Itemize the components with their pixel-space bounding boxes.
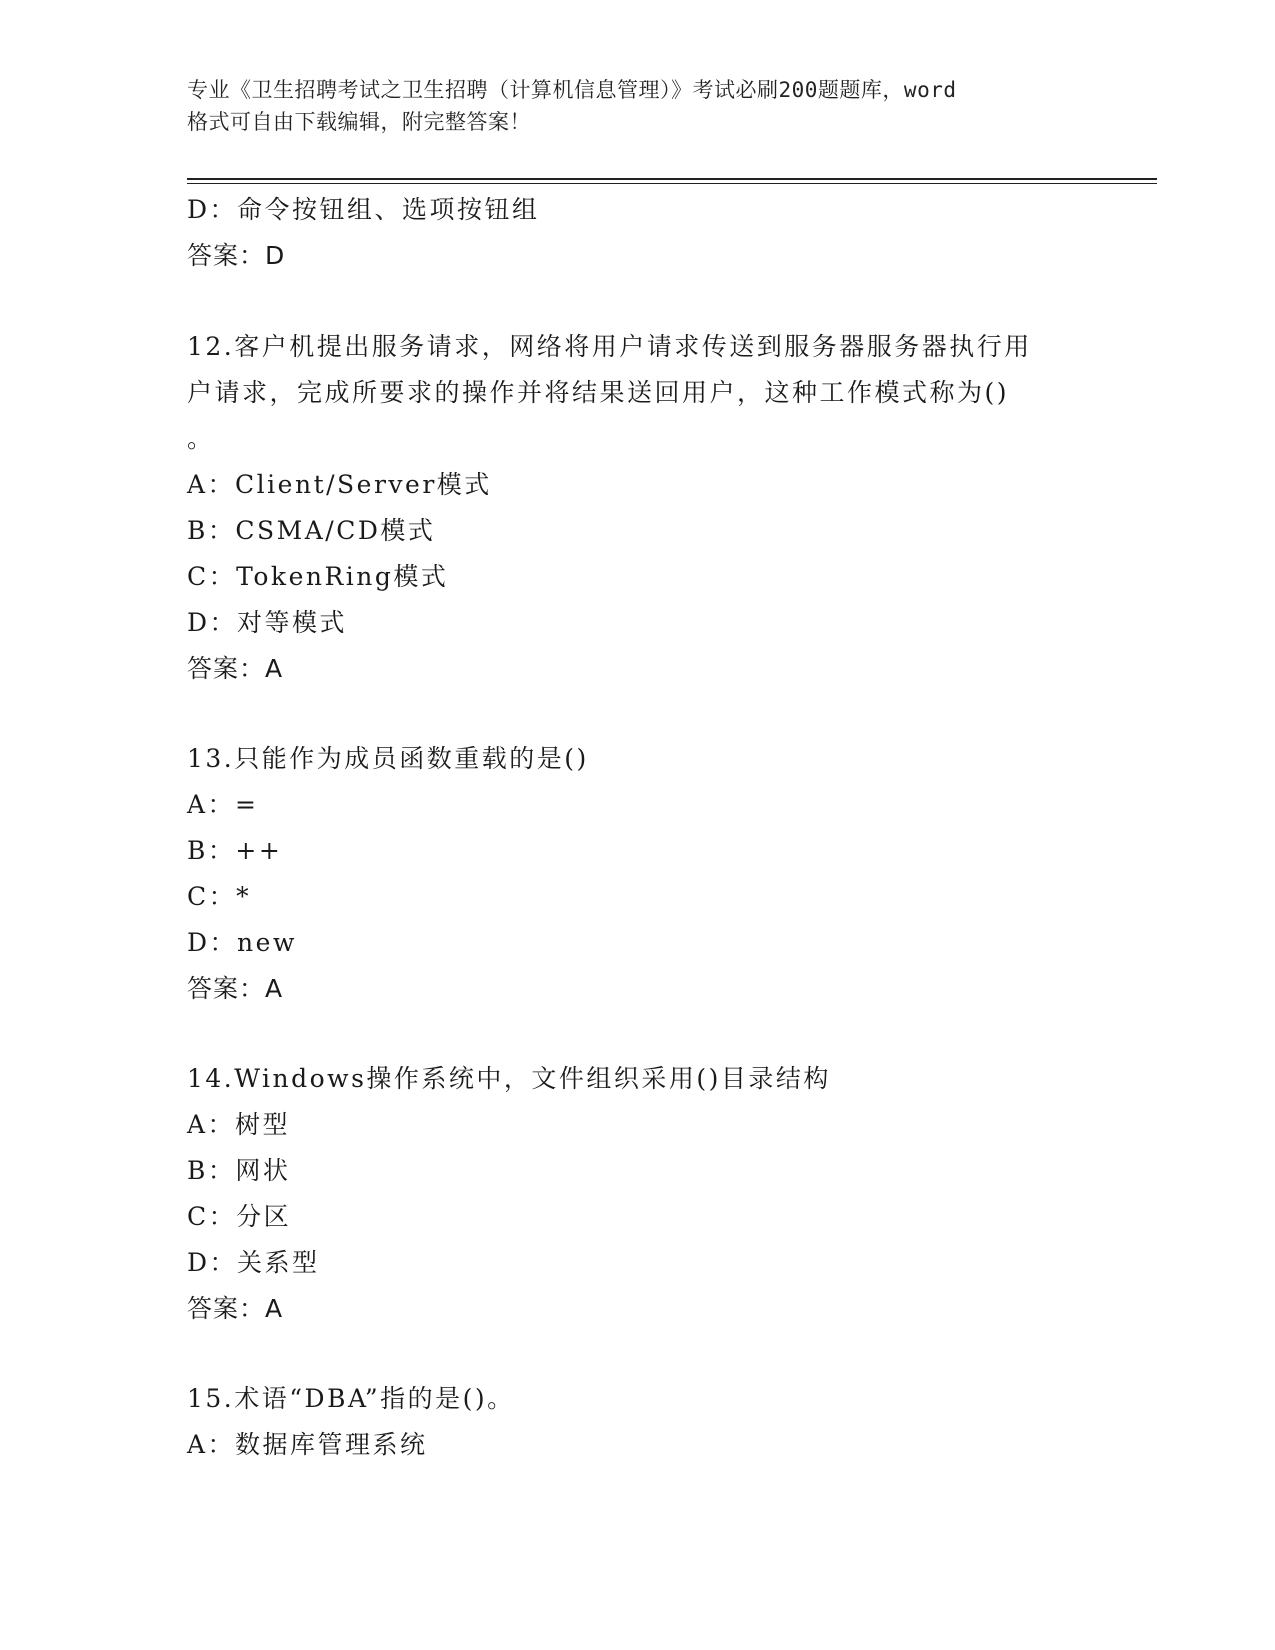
question-stem: 15.术语“DBA”指的是()。 <box>187 1384 515 1413</box>
option-d: D：命令按钮组、选项按钮组 <box>187 195 540 224</box>
question-stem: 14.Windows操作系统中，文件组织采用()目录结构 <box>187 1064 831 1093</box>
option-c: C：TokenRing模式 <box>187 562 449 591</box>
question-stem: 户请求，完成所要求的操作并将结果送回用户，这种工作模式称为() <box>187 378 1010 407</box>
option-a: A：Client/Server模式 <box>187 470 492 499</box>
question-14 <box>187 1056 1087 1332</box>
document-header <box>187 74 1087 138</box>
option-c: C：分区 <box>187 1202 292 1231</box>
spacer <box>187 1012 1087 1056</box>
spacer <box>187 1332 1087 1376</box>
answer-label: 答案：A <box>187 1294 284 1323</box>
header-divider-thick <box>187 178 1157 180</box>
question-stem: 13.只能作为成员函数重载的是() <box>187 744 589 773</box>
header-line-2: 格式可自由下载编辑，附完整答案！ <box>187 110 531 134</box>
option-c: C：* <box>187 882 252 911</box>
option-b: B：++ <box>187 836 283 865</box>
option-a: A：树型 <box>187 1110 291 1139</box>
question-13 <box>187 736 1087 1012</box>
option-a: A：= <box>187 790 259 819</box>
option-b: B：网状 <box>187 1156 291 1185</box>
question-12 <box>187 324 1087 692</box>
answer-label: 答案：D <box>187 241 286 270</box>
option-d: D：new <box>187 928 297 957</box>
answer-label: 答案：A <box>187 654 284 683</box>
question-11-tail <box>187 187 1087 279</box>
header-divider-thin <box>187 183 1157 184</box>
spacer <box>187 692 1087 736</box>
question-stem: 12.客户机提出服务请求，网络将用户请求传送到服务器服务器执行用 <box>187 332 1032 361</box>
header-line-1: 专业《卫生招聘考试之卫生招聘（计算机信息管理）》考试必刷200题题库，word <box>187 78 957 102</box>
question-content <box>187 187 1087 1468</box>
option-d: D：关系型 <box>187 1248 320 1277</box>
option-a: A：数据库管理系统 <box>187 1430 428 1459</box>
answer-label: 答案：A <box>187 974 284 1003</box>
option-b: B：CSMA/CD模式 <box>187 516 436 545</box>
spacer <box>187 279 1087 324</box>
option-d: D：对等模式 <box>187 608 348 637</box>
question-stem: 。 <box>187 424 215 453</box>
question-15 <box>187 1376 1087 1468</box>
